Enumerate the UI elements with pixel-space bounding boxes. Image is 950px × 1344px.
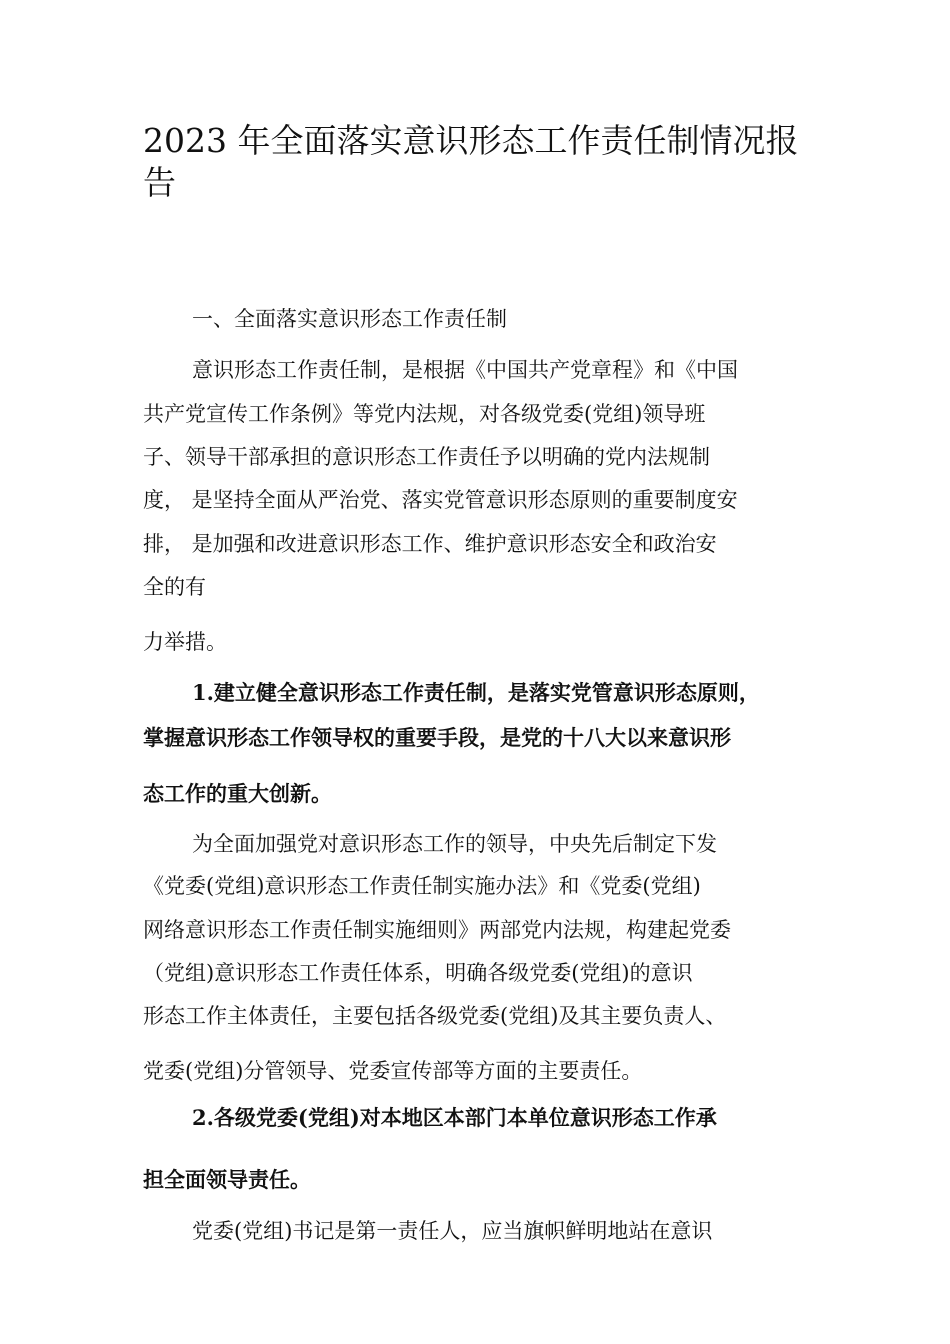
paragraph-line: 形态工作主体责任，主要包括各级党委(党组)及其主要负责人、 <box>143 1004 727 1028</box>
paragraph-line: 子、领导干部承担的意识形态工作责任予以明确的党内法规制 <box>143 445 710 469</box>
document-title: 2023 年全面落实意识形态工作责任制情况报告 <box>143 121 799 202</box>
bold-point-2-line: 担全面领导责任。 <box>143 1167 311 1192</box>
paragraph-line: 全的有 <box>143 575 206 599</box>
section-heading-1: 一、全面落实意识形态工作责任制 <box>192 307 507 331</box>
paragraph-line: 排， 是加强和改进意识形态工作、维护意识形态安全和政治安 <box>143 532 717 556</box>
paragraph-line: （党组)意识形态工作责任体系，明确各级党委(党组)的意识 <box>143 961 693 985</box>
paragraph-line: 党委(党组)书记是第一责任人，应当旗帜鲜明地站在意识 <box>192 1219 713 1243</box>
bold-point-1: 1.建立健全意识形态工作责任制，是落实党管意识形态原则， <box>192 680 760 705</box>
bold-point-2: 2.各级党委(党组)对本地区本部门本单位意识形态工作承 <box>192 1105 717 1130</box>
paragraph-line: 力举措。 <box>143 630 227 654</box>
paragraph-line: 度， 是坚持全面从严治党、落实党管意识形态原则的重要制度安 <box>143 488 738 512</box>
bold-point-1-line: 掌握意识形态工作领导权的重要手段，是党的十八大以来意识形 <box>143 725 731 750</box>
paragraph-line: 《党委(党组)意识形态工作责任制实施办法》和《党委(党组) <box>143 874 701 898</box>
paragraph-line: 共产党宣传工作条例》等党内法规，对各级党委(党组)领导班 <box>143 402 706 426</box>
paragraph-line: 网络意识形态工作责任制实施细则》两部党内法规，构建起党委 <box>143 918 731 942</box>
paragraph-line: 党委(党组)分管领导、党委宣传部等方面的主要责任。 <box>143 1059 643 1083</box>
paragraph-line: 意识形态工作责任制，是根据《中国共产党章程》和《中国 <box>192 358 738 382</box>
bold-point-1-line: 态工作的重大创新。 <box>143 781 332 806</box>
paragraph-line: 为全面加强党对意识形态工作的领导，中央先后制定下发 <box>192 832 717 856</box>
